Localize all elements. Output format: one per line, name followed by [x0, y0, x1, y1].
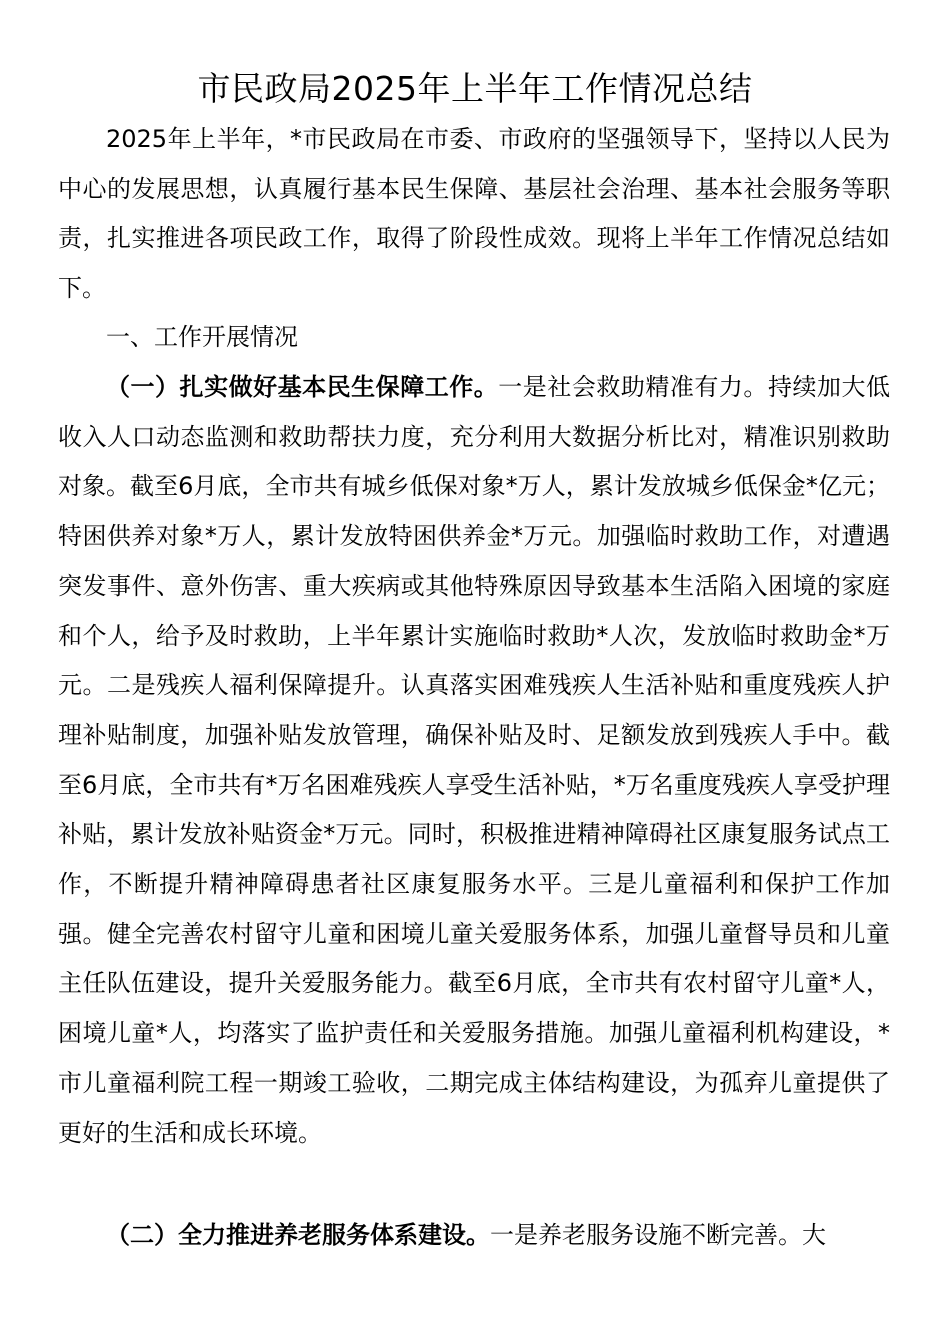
part-two-text: 一是养老服务设施不断完善。大 — [490, 1221, 826, 1249]
part-one-paragraph — [58, 363, 890, 1158]
document-title: 市民政局2025年上半年工作情况总结 — [197, 69, 753, 108]
section-heading-block — [58, 313, 890, 363]
intro-section — [58, 115, 890, 314]
part-two-label: （二）全力推进养老服务体系建设。 — [106, 1221, 490, 1249]
section-heading: 一、工作开展情况 — [106, 323, 298, 351]
part-two-paragraph — [58, 1211, 890, 1261]
intro-paragraph: 2025年上半年，*市民政局在市委、市政府的坚强领导下，坚持以人民为中心的发展思想，认真履行基本民生保障、基层社会治理、基本社会服务等职责，扎实推进各项民政工作，取得了阶段性成效。现将上半年工作情况总结如下。 — [58, 125, 890, 303]
part-one-section — [58, 363, 890, 1158]
part-one-label: （一）扎实做好基本民生保障工作。 — [106, 373, 499, 401]
part-one-text: 一是社会救助精准有力。持续加大低收入人口动态监测和救助帮扶力度，充分利用大数据分析比对，精准识别救助对象。截至6月底，全市共有城乡低保对象*万人，累计发放城乡低保金*亿元；特困供养对象*万人，累计发放特困供养金*万元。加强临时救助工作，对遭遇突发事件、意外伤害、重大疾病或其他特殊原因导致基本生活陷入困境的家庭和个人，给予及时救助，上半年累计实施临时救助*人次，发放临时救助金*万元。二是残疾人福利保障提升。认真落实困难残疾人生活补贴和重度残疾人护理补贴制度，加强补贴发放管理，确保补贴及时、足额发放到残疾人手中。截至6月底，全市共有*万名困难残疾人享受生活补贴，*万名重度残疾人享受护理补贴，累计发放补贴资金*万元。同时，积极推进精神障碍社区康复服务试点工作，不断提升精神障碍患者社区康复服务水平。三是儿童福利和保护工作加强。健全完善农村留守儿童和困境儿童关爱服务体系，加强儿童督导员和儿童主任队伍建设，提升关爱服务能力。截至6月底，全市共有农村留守儿童*人，困境儿童*人，均落实了监护责任和关爱服务措施。加强儿童福利机构建设，*市儿童福利院工程一期竣工验收，二期完成主体结构建设，为孤弃儿童提供了更好的生活和成长环境。 — [58, 373, 891, 1147]
part-two-section — [58, 1211, 890, 1261]
